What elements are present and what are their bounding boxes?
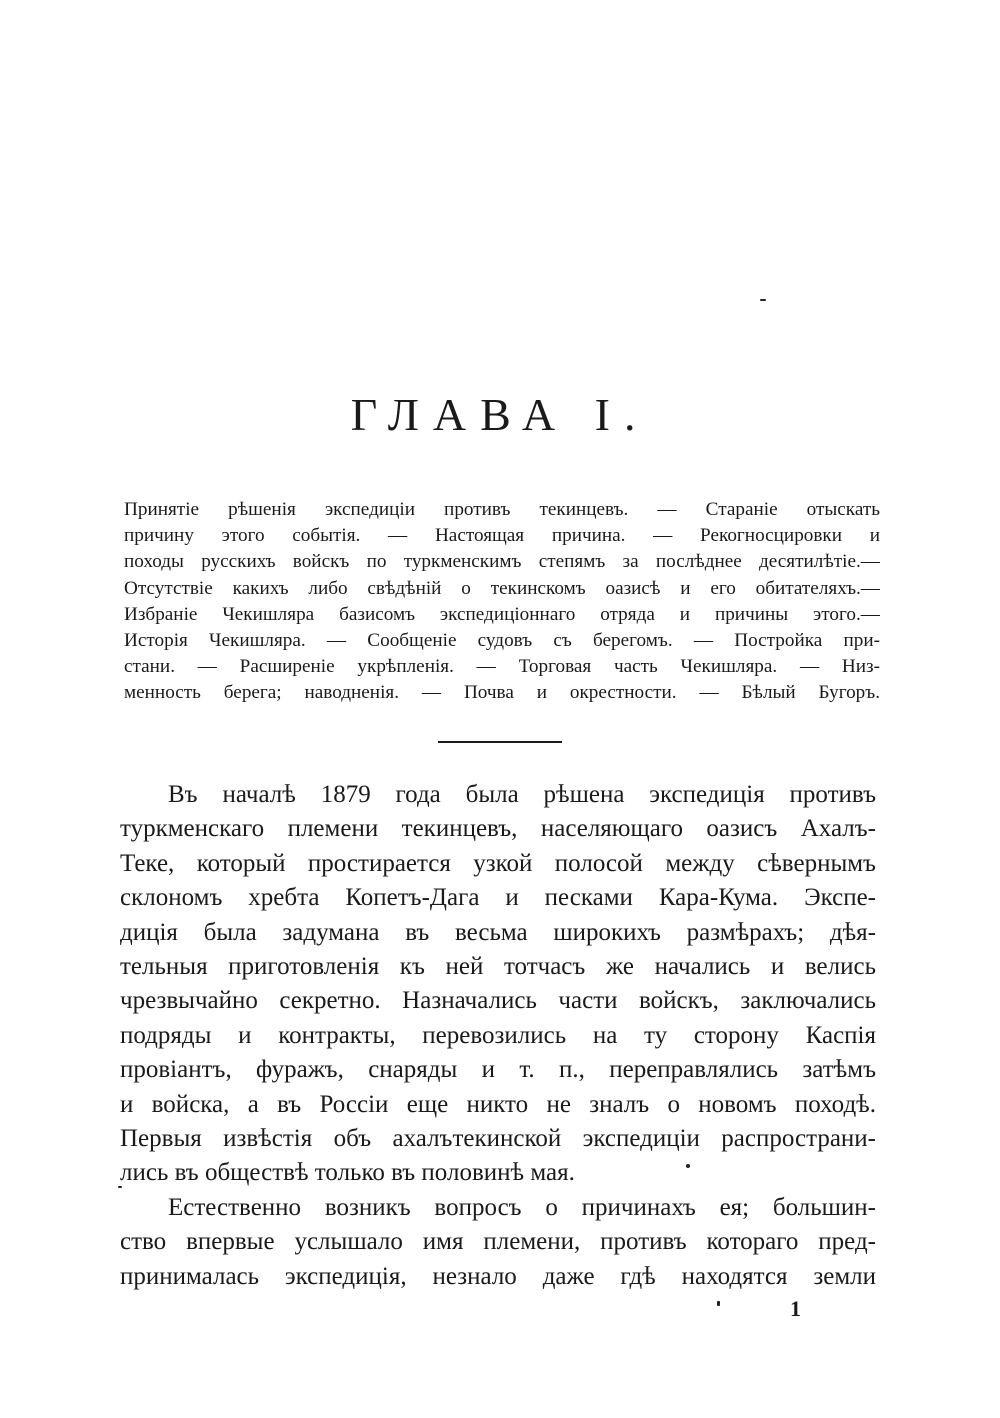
- page-number: 1: [790, 1296, 801, 1321]
- summary-line: причину этого событія. — Настоящая причина. — Рекогносцировки и: [124, 525, 880, 547]
- scan-speck: [760, 299, 766, 301]
- section-divider: [438, 741, 562, 743]
- summary-line: Отсутствіе какихъ либо свѣдѣній о текинскомъ оазисѣ и его обитателяхъ.—: [124, 577, 880, 599]
- body-line: Въ началѣ 1879 года была рѣшена экспедиція противъ: [168, 781, 876, 808]
- body-line: тельныя приготовленія къ ней тотчасъ же начались и велись: [120, 953, 876, 981]
- body-text: [120, 778, 876, 1294]
- scan-speck: [118, 1186, 122, 1188]
- body-line: туркменскаго племени текинцевъ, населяющаго оазисъ Ахалъ-: [120, 815, 876, 843]
- summary-line: походы русскихъ войскъ по туркменскимъ степямъ за послѣднее десятилѣтіе.—: [124, 551, 880, 573]
- body-line: лись въ обществѣ только въ половинѣ мая.: [120, 1159, 575, 1187]
- body-line: ство впервые услышало имя племени, противъ котораго пред-: [120, 1228, 876, 1256]
- body-line: и войска, а въ Россіи еще никто не зналъ о новомъ походѣ.: [120, 1090, 876, 1118]
- body-line: чрезвычайно секретно. Назначались части войскъ, заключались: [120, 987, 876, 1015]
- body-line: принималась экспедиція, незнало даже гдѣ находятся земли: [120, 1262, 876, 1290]
- body-line: Первыя извѣстія объ ахалътекинской экспедиціи распространи-: [120, 1125, 876, 1153]
- summary-line: стани. — Расширеніе укрѣпленія. — Торговая часть Чекишляра. — Низ-: [124, 656, 880, 678]
- body-line: Естественно возникъ вопросъ о причинахъ ея; большин-: [168, 1193, 876, 1221]
- scan-speck: [686, 1164, 690, 1168]
- chapter-summary: [124, 497, 880, 707]
- summary-line: Исторія Чекишляра. — Сообщеніе судовъ съ берегомъ. — Постройка при-: [124, 630, 880, 652]
- chapter-title: ГЛАВА I.: [350, 389, 650, 440]
- scan-speck: [717, 1301, 720, 1306]
- body-line: склономъ хребта Копетъ-Дага и песками Кара-Кума. Экспе-: [120, 884, 876, 912]
- body-line: диція была задумана въ весьма широкихъ размѣрахъ; дѣя-: [120, 918, 876, 946]
- body-line: провіантъ, фуражъ, снаряды и т. п., переправлялись затѣмъ: [120, 1056, 876, 1084]
- summary-line: менность берега; наводненія. — Почва и окрестности. — Бѣлый Бугоръ.: [124, 682, 880, 704]
- body-line: подряды и контракты, перевозились на ту сторону Каспія: [120, 1021, 876, 1049]
- summary-line: Избраніе Чекишляра базисомъ экспедиціоннаго отряда и причины этого.—: [124, 603, 880, 625]
- body-line: Теке, который простирается узкой полосой между сѣвернымъ: [120, 849, 876, 877]
- summary-line: Принятіе рѣшенія экспедиціи противъ текинцевъ. — Стараніе отыскать: [124, 499, 880, 520]
